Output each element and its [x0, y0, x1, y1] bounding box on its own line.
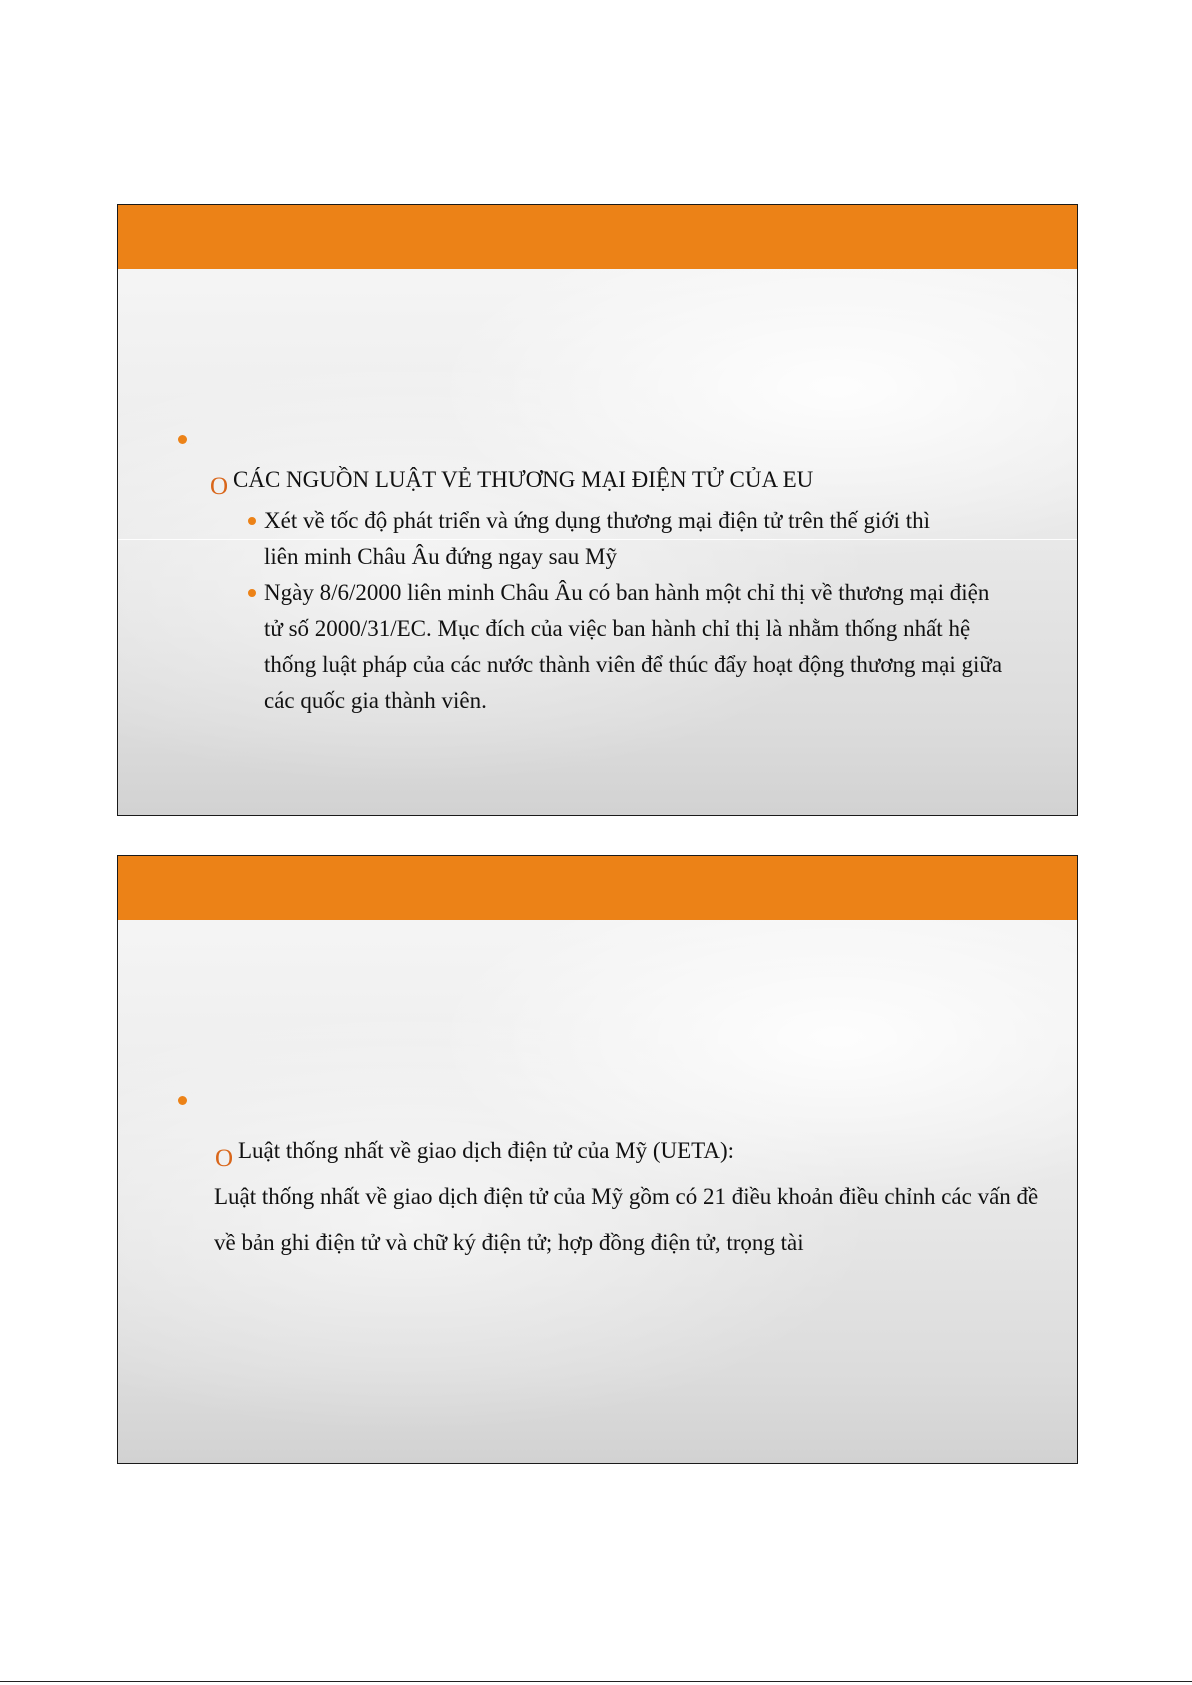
bullet-dot-icon	[178, 435, 187, 444]
slide-header-bar	[118, 205, 1077, 269]
list-item: Ngày 8/6/2000 liên minh Châu Âu có ban hành một chỉ thị về thương mại điện tử số 2000/31/EC. Mục đích của việc ban hành chỉ thị là nhằm thống nhất hệ thống luật pháp của các nước thành viên để thúc đẩy hoạt động thương mại giữa các quốc gia thành viên.	[264, 580, 1003, 713]
page-bottom-rule	[0, 1681, 1192, 1682]
o-bullet-icon: O	[215, 1145, 234, 1172]
slide-heading: CÁC NGUỒN LUẬT VẺ THƯƠNG MẠI ĐIỆN TỬ CỦA EU	[233, 467, 814, 492]
sub-bullet-icon	[248, 517, 256, 525]
slide-us-ueta	[117, 855, 1078, 1464]
slide-header-bar	[118, 856, 1077, 920]
slide-paragraph: Luật thống nhất về giao dịch điện tử của Mỹ gồm có 21 điều khoản điều chỉnh các vấn đề về bản ghi điện tử và chữ ký điện tử; hợp đồng điện tử, trọng tài	[214, 1184, 1039, 1255]
list-item: Xét về tốc độ phát triển và ứng dụng thương mại điện tử trên thế giới thì liên minh Châu Âu đứng ngay sau Mỹ	[264, 508, 930, 569]
o-bullet-icon: O	[210, 473, 229, 500]
bullet-dot-icon	[178, 1096, 187, 1105]
slide-eu-sources	[117, 204, 1078, 816]
sub-bullet-icon	[248, 589, 256, 597]
slide-heading: Luật thống nhất về giao dịch điện tử của Mỹ (UETA):	[238, 1138, 735, 1163]
